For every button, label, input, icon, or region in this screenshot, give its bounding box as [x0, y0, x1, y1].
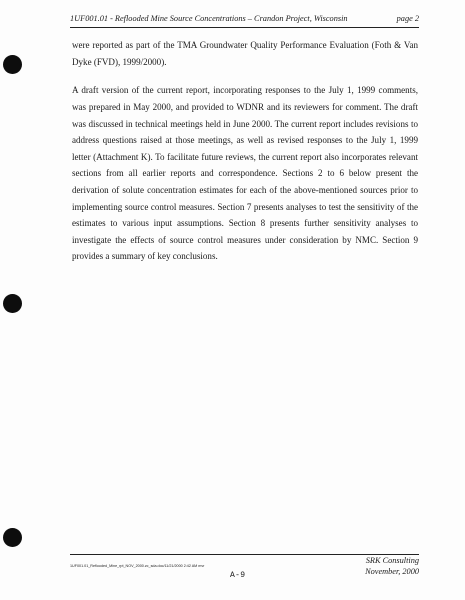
body-text [72, 37, 418, 277]
footer-file-path: 1UF001.01_Reflooded_Mine_rpt_NOV_2000.zc_sda.doc/11/21/2000 2:42 AM mvr [70, 564, 205, 568]
paragraph: A draft version of the current report, incorporating responses to the July 1, 1999 comments, was prepared in May 2000, and provided to WDNR and its reviewers for comment. The draft was discussed in technical meetings held in June 2000. The current report includes revisions to address questions raised at those meetings, as well as revised responses to the July 1, 1999 letter (Attachment K). To facilitate future reviews, the current report also incorporates relevant sections from all earlier reports and correspondence. Sections 2 to 6 below present the derivation of solute concentration estimates for each of the above-mentioned sources prior to implementing source control measures. Section 7 presents analyses to test the sensitivity of the estimates to various input assumptions. Section 8 presents further sensitivity analyses to investigate the effects of source control measures under consideration by NMC. Section 9 provides a summary of key conclusions. [72, 85, 418, 262]
punch-hole-top [3, 55, 22, 74]
header-title: 1UF001.01 - Reflooded Mine Source Concentrations – Crandon Project, Wisconsin [70, 14, 348, 23]
footer-date: November, 2000 [365, 566, 419, 576]
page-header [70, 11, 419, 28]
punch-hole-middle [3, 294, 22, 313]
punch-hole-bottom [3, 528, 22, 547]
page-number: A-9 [230, 571, 246, 580]
header-page-label: page 2 [396, 14, 419, 23]
paragraph: were reported as part of the TMA Groundwater Quality Performance Evaluation (Foth & Van Dyke (FVD), 1999/2000). [72, 40, 418, 67]
footer-company-name: SRK Consulting [365, 556, 419, 565]
footer-rule [70, 554, 419, 555]
footer-company-block [365, 556, 419, 577]
